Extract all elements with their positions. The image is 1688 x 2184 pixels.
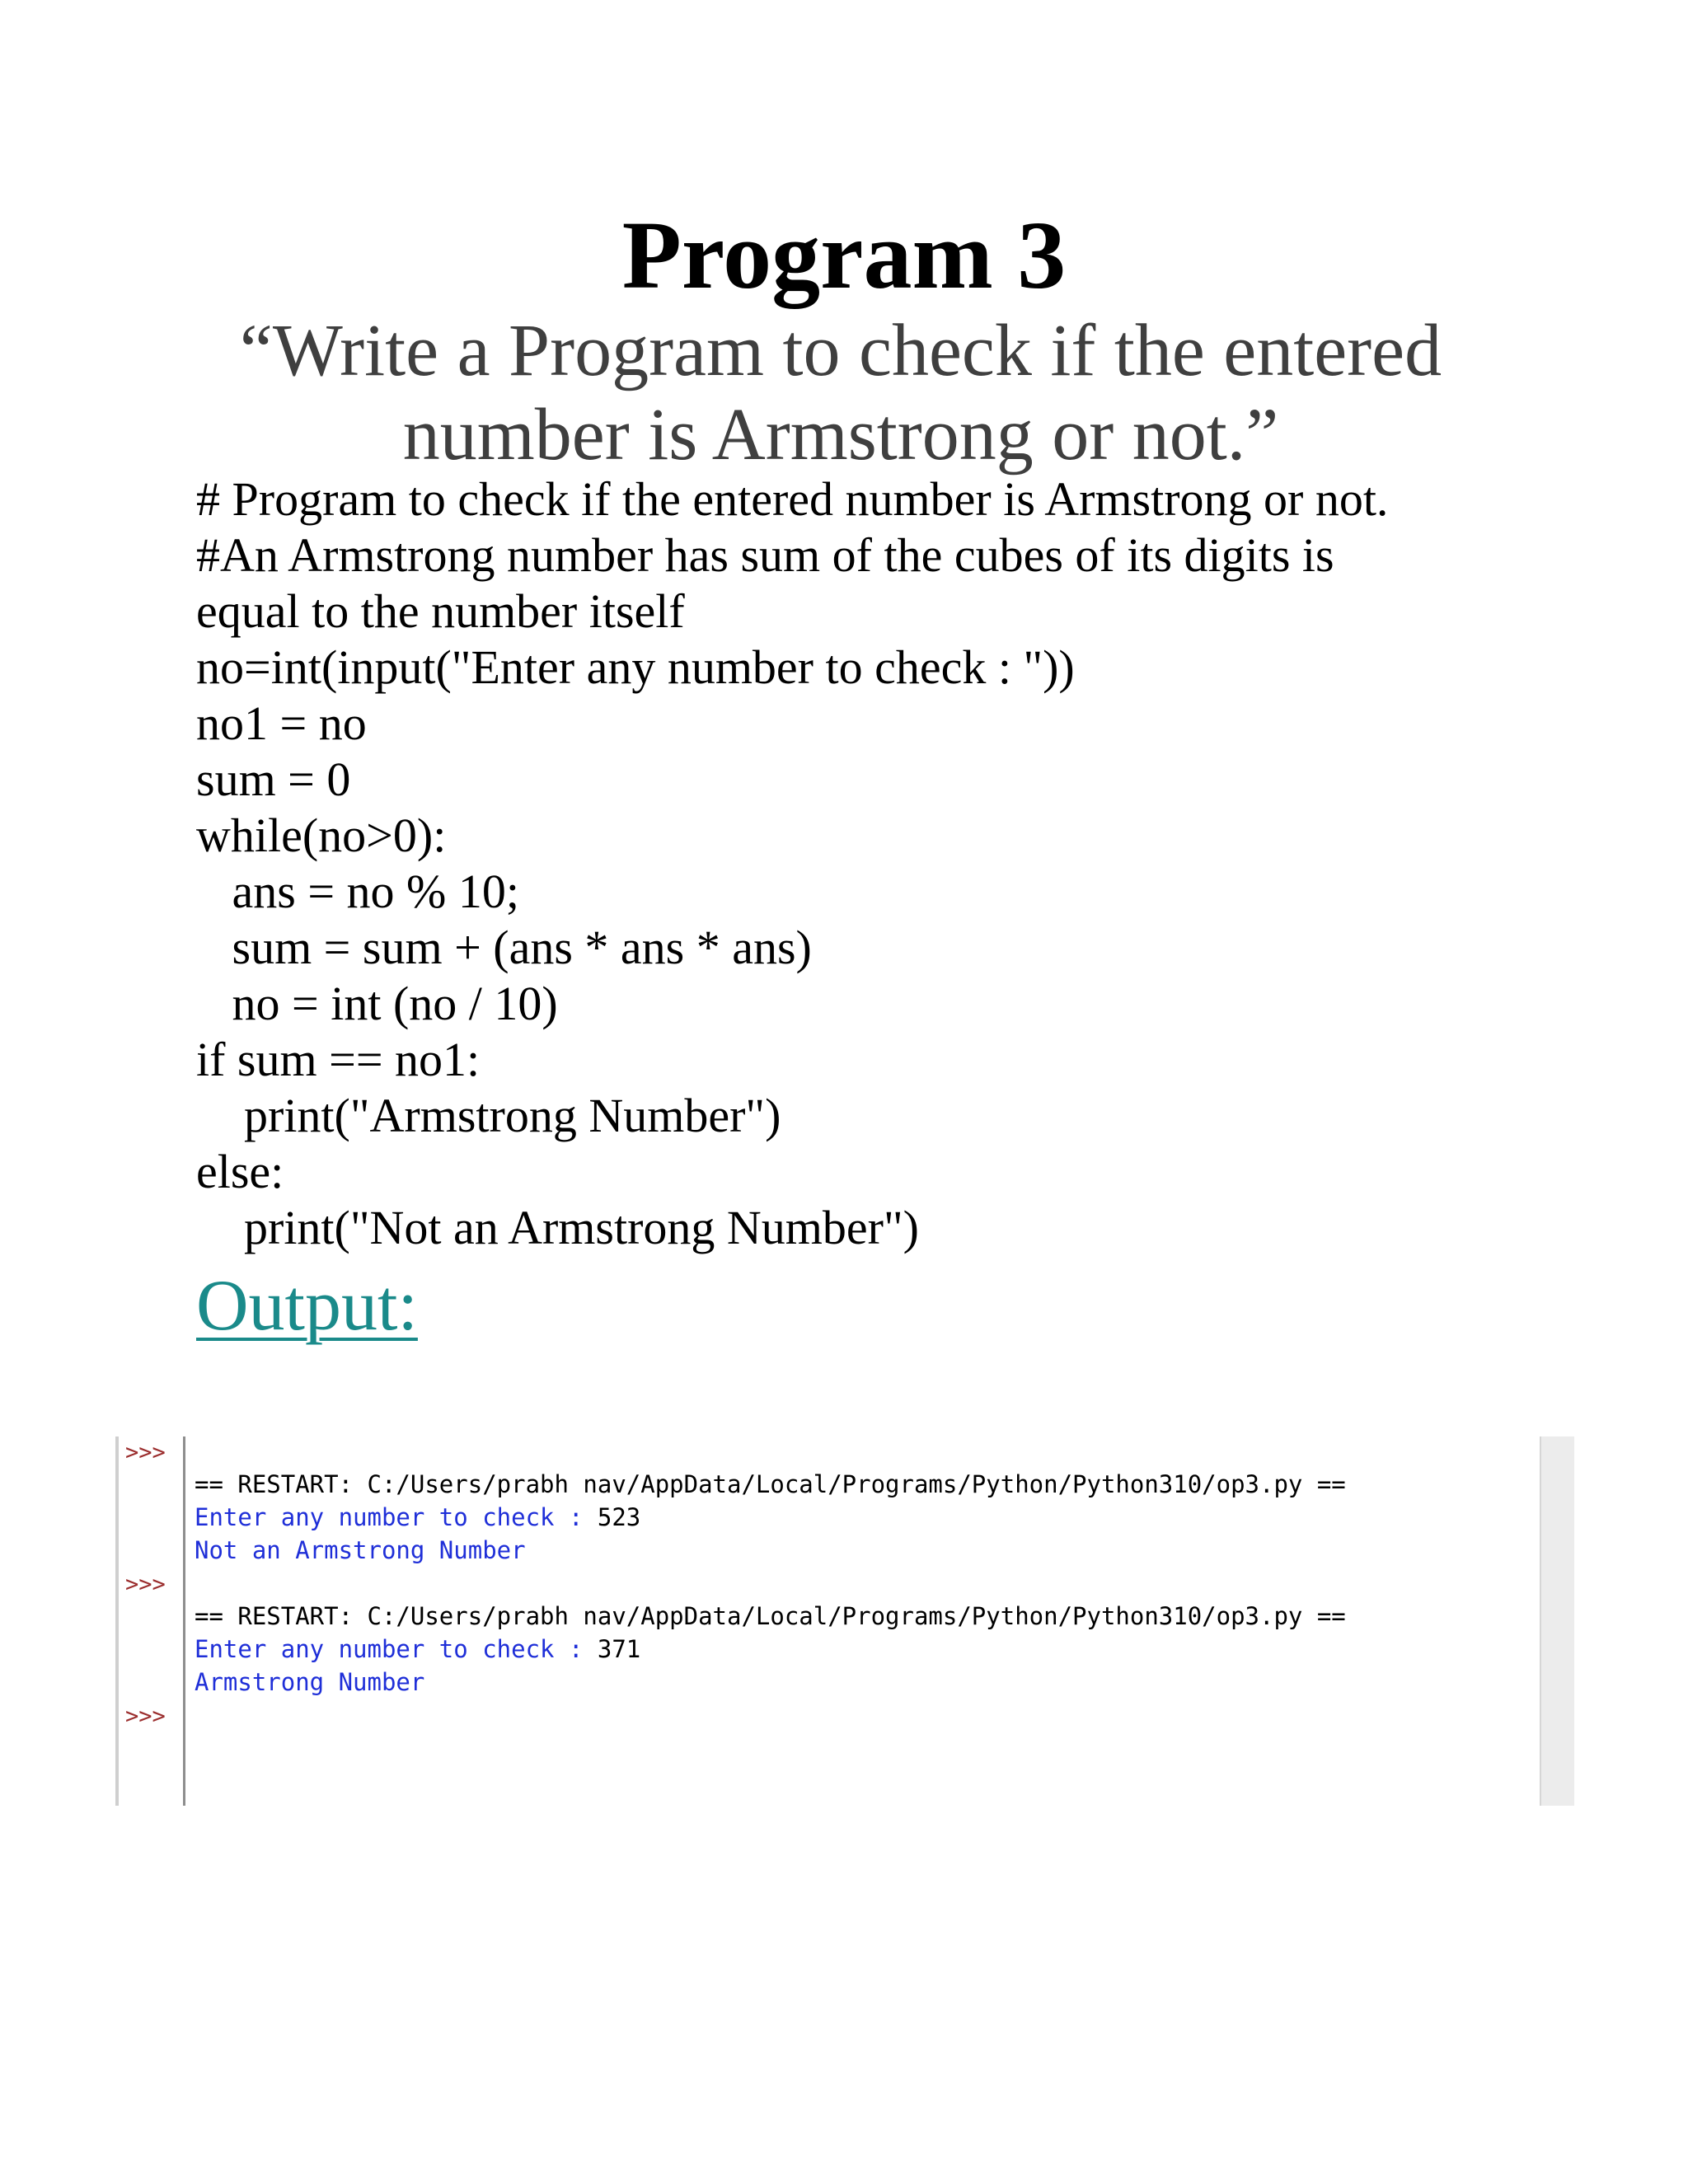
page-title: Program 3: [621, 201, 1067, 309]
code-line: # Program to check if the entered number is Armstrong or not.: [196, 472, 1389, 526]
shell-result-line: Not an Armstrong Number: [195, 1536, 526, 1564]
code-line: no = int (no / 10): [196, 977, 558, 1030]
code-line: print("Armstrong Number"): [196, 1089, 781, 1142]
shell-scrollbar[interactable]: [1540, 1436, 1574, 1806]
shell-restart-line: == RESTART: C:/Users/prabh nav/AppData/Local/Programs/Python/Python310/op3.py ==: [195, 1602, 1346, 1630]
code-line: print("Not an Armstrong Number"): [196, 1201, 919, 1254]
shell-prompt: >>>: [125, 1440, 166, 1465]
shell-restart-line: == RESTART: C:/Users/prabh nav/AppData/Local/Programs/Python/Python310/op3.py ==: [195, 1470, 1346, 1498]
code-line: #An Armstrong number has sum of the cubes of its digits is: [196, 528, 1334, 582]
output-heading: Output:: [196, 1266, 418, 1346]
shell-prompt[interactable]: >>>: [125, 1704, 166, 1729]
code-line: ans = no % 10;: [196, 865, 519, 918]
program-statement: “Write a Program to check if the entered number is Armstrong or not.”: [239, 310, 1442, 476]
shell-input-prompt: Enter any number to check :: [195, 1635, 598, 1663]
shell-input-value: 523: [597, 1503, 641, 1531]
code-line: no=int(input("Enter any number to check : ")): [196, 640, 1075, 694]
python-shell-screenshot: [115, 1436, 1574, 1806]
shell-input-prompt: Enter any number to check :: [195, 1503, 598, 1531]
shell-input-value: 371: [597, 1635, 641, 1663]
code-line: while(no>0):: [196, 808, 447, 862]
shell-prompt: >>>: [125, 1572, 166, 1597]
program-source-code: [196, 471, 1531, 1256]
shell-left-border: [115, 1436, 119, 1806]
shell-input-line: [195, 1501, 640, 1534]
shell-result-line: Armstrong Number: [195, 1668, 425, 1696]
code-line: else:: [196, 1145, 284, 1198]
code-line: sum = 0: [196, 752, 351, 806]
code-line: if sum == no1:: [196, 1033, 481, 1086]
shell-gutter-divider: [183, 1436, 185, 1806]
shell-input-line: [195, 1633, 640, 1666]
code-line: equal to the number itself: [196, 584, 685, 638]
code-line: sum = sum + (ans * ans * ans): [196, 921, 812, 974]
code-line: no1 = no: [196, 696, 367, 750]
